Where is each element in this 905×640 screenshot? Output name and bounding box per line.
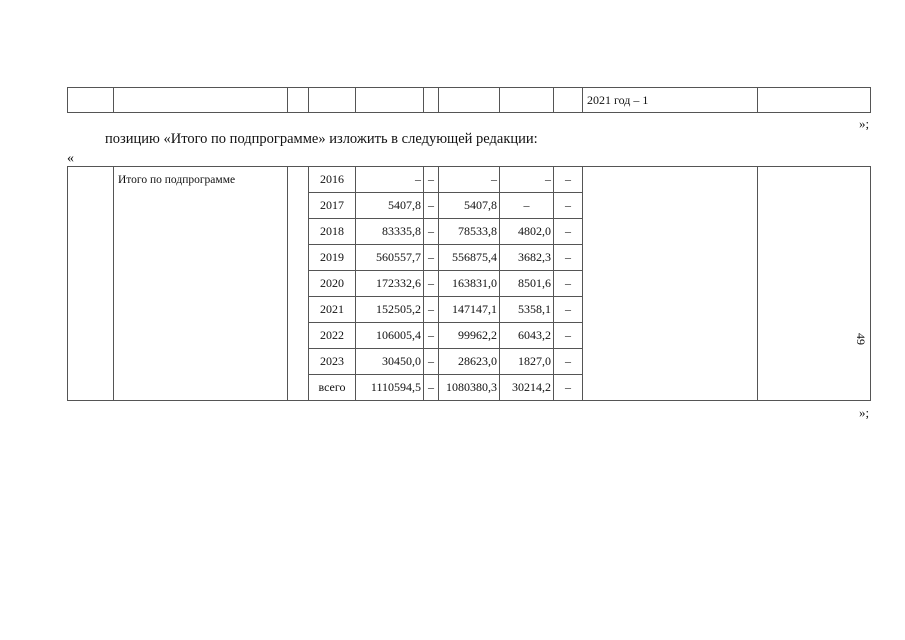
year-cell: 2020: [309, 271, 356, 297]
table-cell: [424, 88, 439, 113]
value-cell: 28623,0: [439, 349, 500, 375]
table-cell: [439, 88, 500, 113]
table-cell: [356, 88, 424, 113]
value-cell: 3682,3: [500, 245, 554, 271]
schedule-cell: 2021 год – 1: [583, 88, 758, 113]
table-cell: [583, 167, 758, 401]
table-cell: [554, 88, 583, 113]
year-cell: 2023: [309, 349, 356, 375]
position-name: Итого по подпрограмме: [114, 167, 288, 401]
value-cell: –: [424, 323, 439, 349]
year-cell: 2019: [309, 245, 356, 271]
total-cell: 30450,0: [356, 349, 424, 375]
value-cell: 1827,0: [500, 349, 554, 375]
table-cell: [288, 88, 309, 113]
year-cell: 2018: [309, 219, 356, 245]
table-row: [68, 88, 871, 113]
value-cell: 5407,8: [439, 193, 500, 219]
value-cell: 1080380,3: [439, 375, 500, 401]
value-cell: –: [424, 193, 439, 219]
value-cell: –: [424, 219, 439, 245]
table-cell: [288, 167, 309, 401]
total-cell: –: [356, 167, 424, 193]
closing-quote: »;: [859, 116, 870, 131]
table-cell: [758, 88, 871, 113]
previous-position-table: [67, 87, 871, 113]
table-cell: [758, 167, 871, 401]
value-cell: –: [424, 167, 439, 193]
instruction-text: позицию «Итого по подпрограмме» изложить в следующей редакции:: [105, 131, 538, 147]
year-cell: 2022: [309, 323, 356, 349]
table-cell: [114, 88, 288, 113]
value-cell: –: [554, 271, 583, 297]
page-number: 49: [854, 333, 868, 345]
value-cell: –: [439, 167, 500, 193]
opening-quote: «: [67, 151, 74, 166]
total-cell: 152505,2: [356, 297, 424, 323]
value-cell: –: [424, 271, 439, 297]
total-cell: 1110594,5: [356, 375, 424, 401]
value-cell: –: [424, 349, 439, 375]
value-cell: 8501,6: [500, 271, 554, 297]
value-cell: –: [554, 193, 583, 219]
value-cell: 78533,8: [439, 219, 500, 245]
value-cell: –: [554, 375, 583, 401]
value-cell: 30214,2: [500, 375, 554, 401]
value-cell: –: [424, 245, 439, 271]
value-cell: –: [554, 167, 583, 193]
value-cell: –: [554, 323, 583, 349]
value-cell: 5358,1: [500, 297, 554, 323]
year-cell: 2017: [309, 193, 356, 219]
number-cell: [68, 167, 114, 401]
total-cell: 5407,8: [356, 193, 424, 219]
total-cell: 106005,4: [356, 323, 424, 349]
value-cell: 99962,2: [439, 323, 500, 349]
value-cell: –: [500, 193, 554, 219]
value-cell: –: [554, 219, 583, 245]
year-cell: всего: [309, 375, 356, 401]
value-cell: 147147,1: [439, 297, 500, 323]
value-cell: –: [554, 349, 583, 375]
value-cell: –: [554, 245, 583, 271]
year-cell: 2016: [309, 167, 356, 193]
value-cell: 6043,2: [500, 323, 554, 349]
closing-quote: »;: [859, 405, 870, 420]
table-cell: [309, 88, 356, 113]
value-cell: 556875,4: [439, 245, 500, 271]
total-cell: 172332,6: [356, 271, 424, 297]
value-cell: 163831,0: [439, 271, 500, 297]
table-row: [68, 167, 871, 193]
subprogram-total-table: [67, 166, 871, 401]
total-cell: 83335,8: [356, 219, 424, 245]
total-cell: 560557,7: [356, 245, 424, 271]
value-cell: –: [554, 297, 583, 323]
value-cell: –: [500, 167, 554, 193]
value-cell: –: [424, 297, 439, 323]
year-cell: 2021: [309, 297, 356, 323]
table-cell: [68, 88, 114, 113]
value-cell: –: [424, 375, 439, 401]
table-cell: [500, 88, 554, 113]
value-cell: 4802,0: [500, 219, 554, 245]
